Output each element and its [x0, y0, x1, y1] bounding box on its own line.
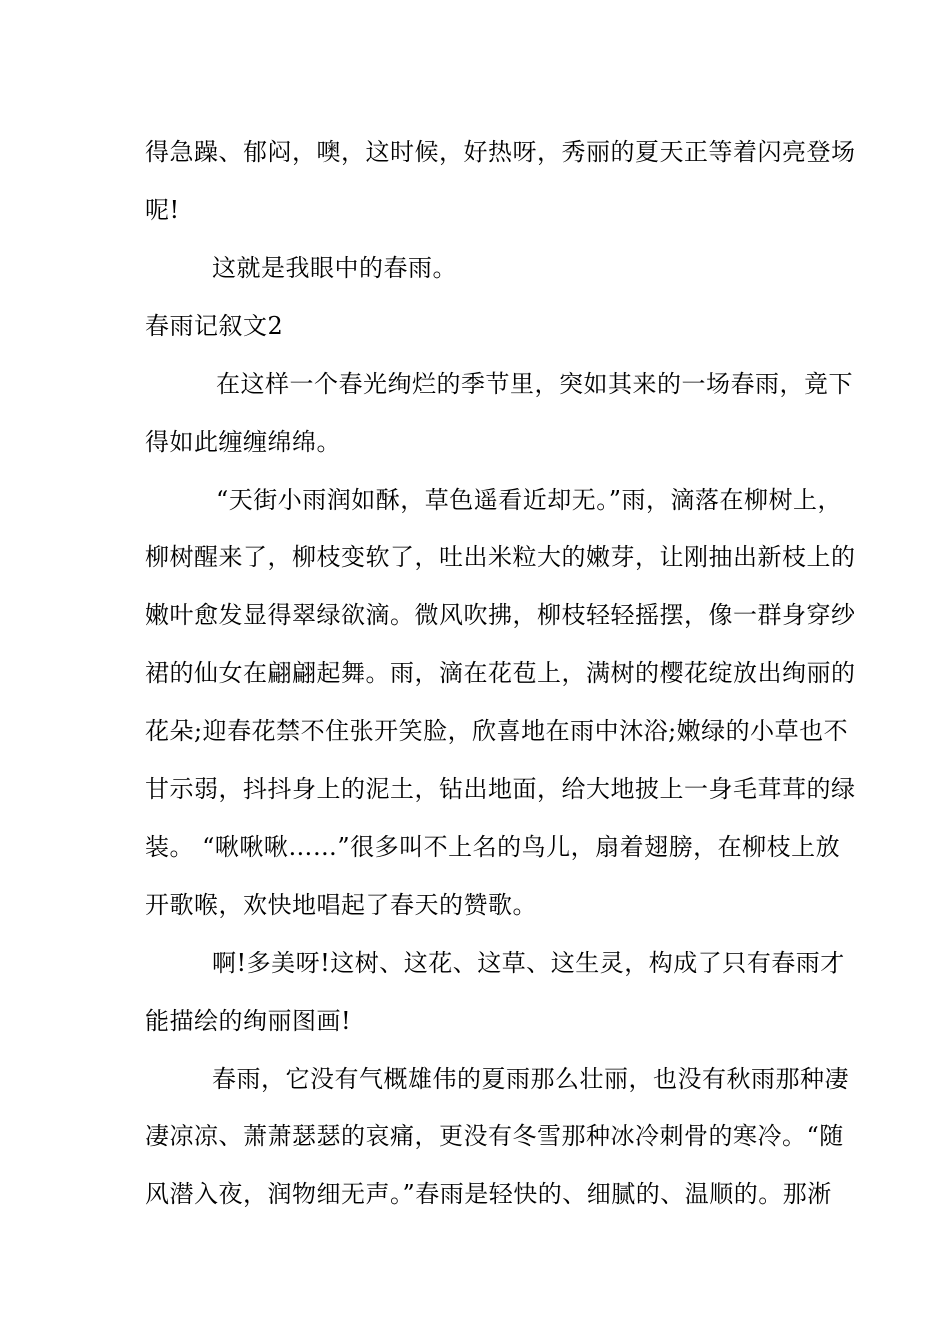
text-line: 开歌喉，欢快地唱起了春天的赞歌。: [145, 891, 537, 919]
text-line: “天街小雨润如酥，草色遥看近却无。”雨，滴落在柳树上，: [216, 486, 843, 514]
text-line: 花朵;迎春花禁不住张开笑脸，欣喜地在雨中沐浴;嫩绿的小草也不: [145, 717, 849, 745]
text-line: 嫩叶愈发显得翠绿欲滴。微风吹拂，柳枝轻轻摇摆，像一群身穿纱: [145, 601, 856, 629]
text-line: 能描绘的绚丽图画!: [145, 1007, 352, 1035]
text-line: 得急躁、郁闷，噢，这时候，好热呀，秀丽的夏天正等着闪亮登场: [145, 138, 856, 166]
text-line: 甘示弱，抖抖身上的泥土，钻出地面，给大地披上一身毛茸茸的绿: [145, 775, 856, 803]
text-line: 风潜入夜，润物细无声。”春雨是轻快的、细腻的、温顺的。那淅: [145, 1180, 832, 1208]
text-line: 凄凉凉、萧萧瑟瑟的哀痛，更没有冬雪那种冰冷刺骨的寒冷。“随: [145, 1122, 844, 1150]
text-line: 装。 “啾啾啾……”很多叫不上名的鸟儿，扇着翅膀，在柳枝上放: [145, 833, 841, 861]
text-line: 啊!多美呀!这树、这花、这草、这生灵，构成了只有春雨才: [212, 949, 845, 977]
text-line: 这就是我眼中的春雨。: [212, 254, 457, 282]
text-line: 裙的仙女在翩翩起舞。雨，滴在花苞上，满树的樱花绽放出绚丽的: [145, 659, 856, 687]
text-line: 柳树醒来了，柳枝变软了，吐出米粒大的嫩芽，让刚抽出新枝上的: [145, 543, 856, 571]
text-line: 得如此缠缠绵绵。: [145, 428, 341, 456]
text-line: 呢!: [145, 196, 180, 224]
text-line: 春雨，它没有气概雄伟的夏雨那么壮丽，也没有秋雨那种凄: [212, 1065, 849, 1093]
text-line: 在这样一个春光绚烂的季节里，突如其来的一场春雨，竟下: [216, 370, 853, 398]
section-heading: 春雨记叙文2: [145, 312, 284, 340]
